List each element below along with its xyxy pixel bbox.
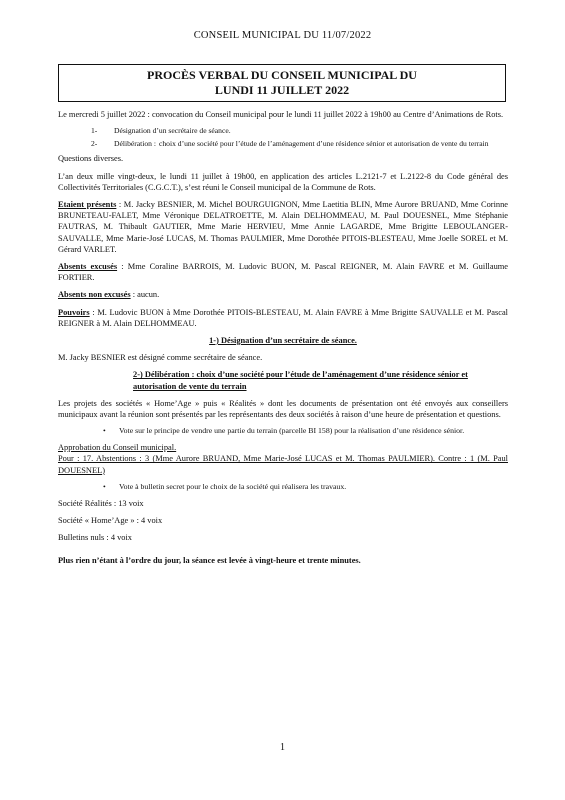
- page-number: 1: [280, 742, 285, 753]
- unexcused-paragraph: [58, 289, 508, 300]
- approval-title: Approbation du Conseil municipal.: [58, 443, 177, 453]
- secret-vote-bullet: [103, 482, 508, 492]
- agenda-item-1: [91, 126, 508, 136]
- agenda-item-number: 1-: [91, 126, 98, 136]
- section-1-title: 1-) Désignation d’un secrétaire de séance.: [209, 336, 357, 346]
- agenda-item-number: 2-: [91, 138, 98, 148]
- convocation-paragraph: Le mercredi 5 juillet 2022 : convocation du Conseil municipal pour le lundi 11 juillet 2022 à 19h00 au Centre d’Animations de Rots.: [58, 110, 504, 119]
- present-label: Etaient présents: [58, 200, 117, 209]
- title-line-1: PROCÈS VERBAL DU CONSEIL MUNICIPAL DU: [147, 68, 417, 82]
- excused-paragraph: [58, 261, 508, 283]
- unexcused-label: Absents non excusés: [58, 290, 131, 300]
- excused-list: : Mme Coraline BARROIS, M. Ludovic BUON, M. Pascal REIGNER, M. Alain FAVRE et M. Guillaume FORTIER.: [58, 262, 508, 283]
- result-homeage: Société « Home’Age » : 4 voix: [58, 516, 163, 526]
- bullet-icon: •: [103, 481, 106, 491]
- unexcused-list: : aucun.: [130, 290, 160, 300]
- present-list: : M. Jacky BESNIER, M. Michel BOURGUIGNON, Mme Laetitia BLIN, Mme Aurore BRUAND, Mme Corinne BRUNETEAU-FALET, Mme Véronique DELATROETTE, M. Alain DELHOMMEAU, M. Paul DOUESNEL, Mme Stéphanie FAUTRAS, M. Thibault GAUTIER, Mme Marie HERVIEU, Mme Annie LAGARDE, Mme Brigitte LEBOULANGER-SAUVALLE, Mme Marie-José LUCAS, M. Thomas PAULMIER, Mme Dorothée PITOIS-BLESTEAU, Mme Joelle SOREL et M. Gérard VARLET.: [58, 200, 509, 254]
- agenda-item-text: Désignation d’un secrétaire de séance.: [114, 126, 231, 136]
- agenda-list: [58, 126, 508, 148]
- result-realites: Société Réalités : 13 voix: [58, 498, 144, 508]
- present-paragraph: [58, 199, 508, 255]
- agenda-item-2: [91, 139, 508, 149]
- bullet-text: Vote à bulletin secret pour le choix de la société qui réalisera les travaux.: [119, 481, 347, 491]
- agenda-item-label: Délibération :: [114, 138, 156, 148]
- questions-paragraph: Questions diverses.: [58, 154, 124, 164]
- page-header: CONSEIL MUNICIPAL DU 11/07/2022: [193, 30, 372, 41]
- vote-principle-bullet: [103, 426, 508, 436]
- bullet-icon: •: [103, 426, 106, 436]
- powers-list: : M. Ludovic BUON à Mme Dorothée PITOIS-BLESTEAU, M. Alain FAVRE à Mme Brigitte SAUVALLE et M. Pascal REIGNER à M. Alain DELHOMMEAU.: [58, 307, 508, 328]
- section-1-text: M. Jacky BESNIER est désigné comme secrétaire de séance.: [58, 353, 263, 363]
- powers-label: Pouvoirs: [58, 307, 90, 317]
- document-body: [58, 109, 508, 573]
- closing-statement: Plus rien n’étant à l’ordre du jour, la séance est levée à vingt-heure et trente minutes.: [58, 556, 361, 566]
- title-line-2: LUNDI 11 JUILLET 2022: [214, 83, 350, 97]
- agenda-item-text: choix d’une société pour l’étude de l’aménagement d’une résidence sénior et autorisation de vente du terrain: [159, 138, 489, 148]
- excused-label: Absents excusés: [58, 262, 118, 272]
- approval-text: Pour : 17. Abstentions : 3 (Mme Aurore BRUAND, Mme Marie-José LUCAS et M. Thomas PAULMIER). Contre : 1 (M. Paul DOUESNEL): [58, 454, 508, 475]
- approval-block: [58, 442, 508, 476]
- result-null-ballots: Bulletins nuls : 4 voix: [58, 533, 132, 543]
- section-2-title: 2-) Délibération : choix d’une société pour l’étude de l’aménagement d’une résidence sénior et autorisation de vente du terrain: [133, 370, 468, 391]
- powers-paragraph: [58, 307, 508, 329]
- bullet-text: Vote sur le principe de vendre une partie du terrain (parcelle BI 158) pour la réalisation d’une résidence sénior.: [119, 426, 465, 436]
- opening-paragraph: L’an deux mille vingt-deux, le lundi 11 juillet à 19h00, en application des articles L.2121-7 et L.2122-8 du Code général des Collectivités Territoriales (C.G.C.T.), s’est réuni le Conseil municipal de la Commune de Rots.: [58, 171, 508, 192]
- title-box: [58, 64, 506, 102]
- section-2-text: Les projets des sociétés « Home’Age » puis « Réalités » dont les documents de présentation ont été envoyés aux conseillers municipaux avant la réunion sont présentés par les représentants des deux sociétés à raison d’une heure de présentation et questions.: [58, 398, 508, 420]
